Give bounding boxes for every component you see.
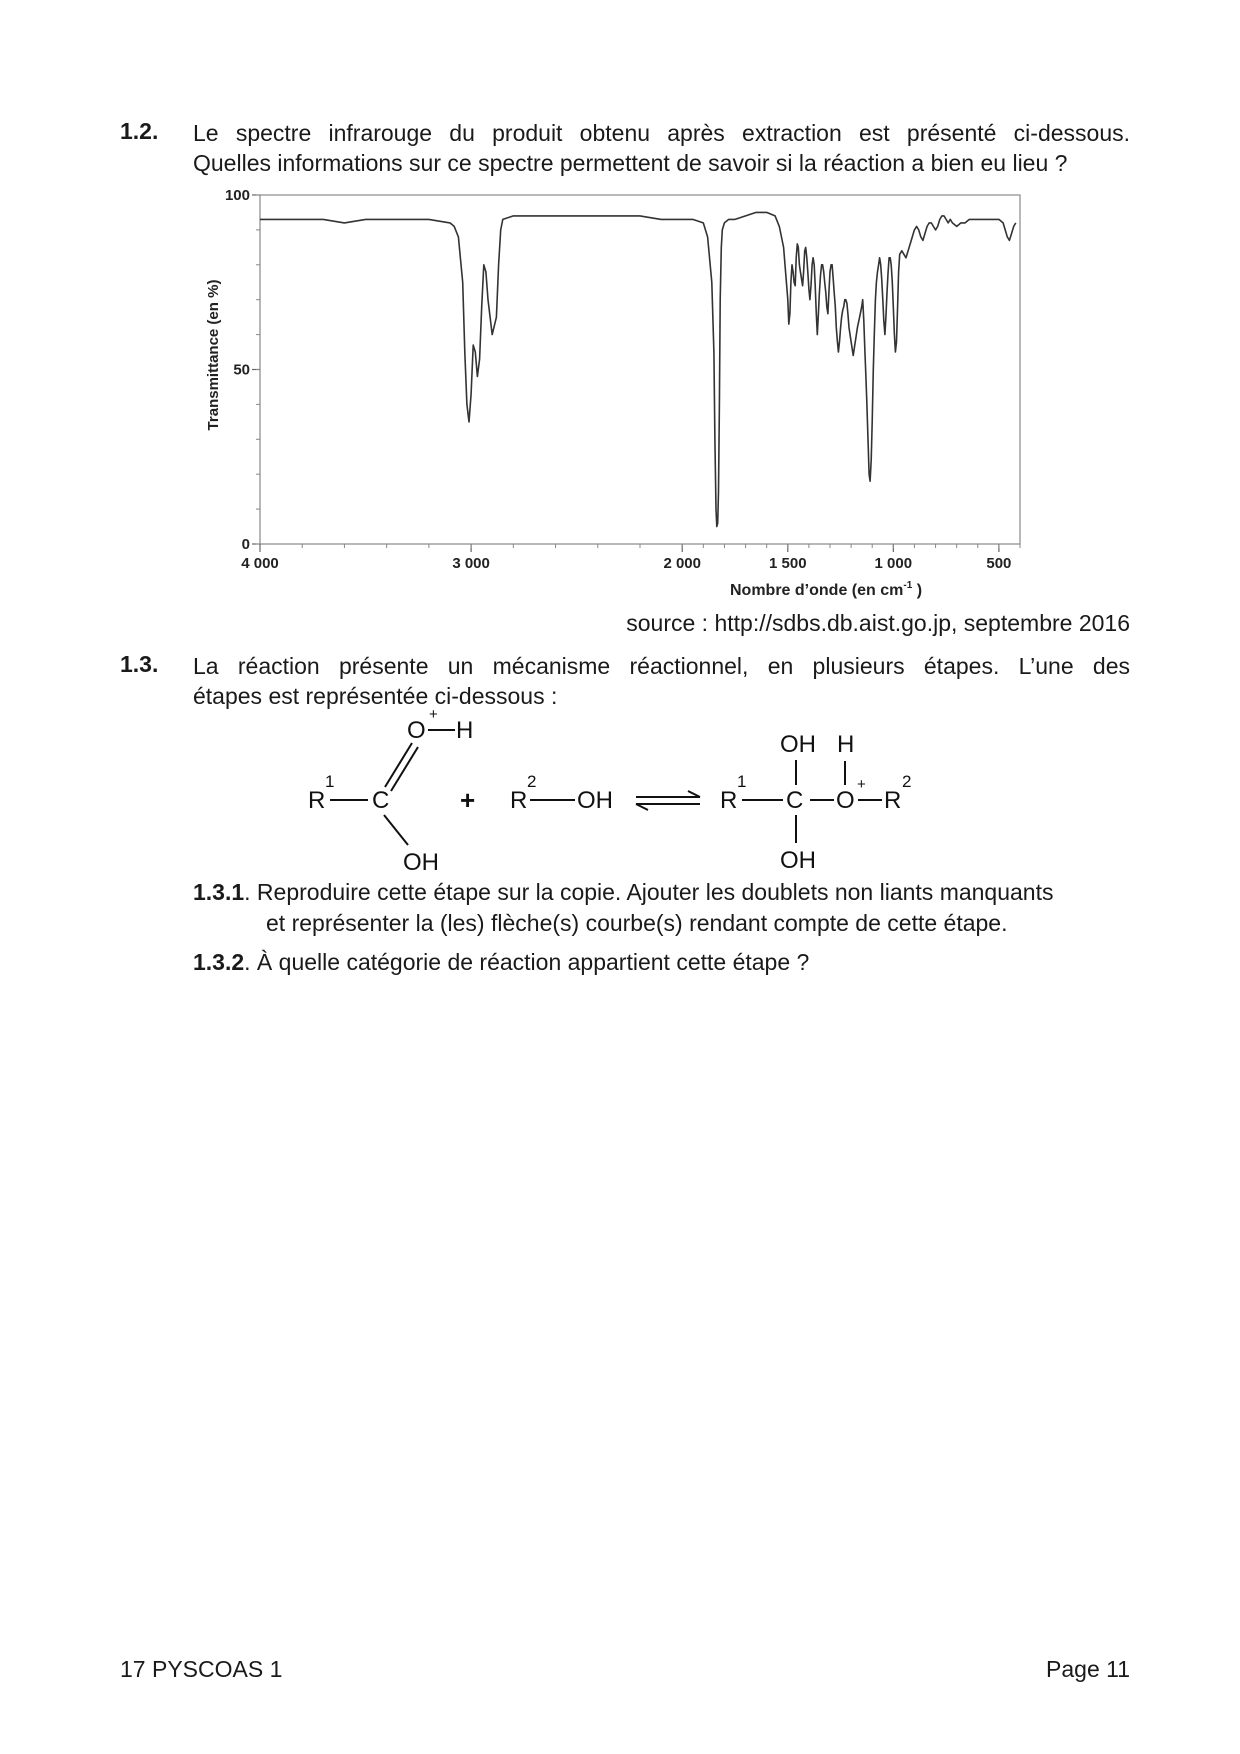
reactant1-r: R (308, 787, 326, 814)
x-axis-label-main: Nombre d’onde (en cm (730, 582, 904, 599)
question-number-1-3: 1.3. (120, 651, 159, 677)
question-1-3-line-1: La réaction présente un mécanisme réactionnel, en plusieurs étapes. L’une des (193, 653, 1130, 679)
x-tick-label-1000: 1 000 (874, 555, 913, 572)
reactant1-c: C (372, 787, 390, 814)
equilibrium-arrow (636, 791, 700, 810)
plot-area (260, 195, 1020, 544)
product-o: O (836, 787, 855, 814)
reaction-mechanism (290, 705, 970, 875)
question-1-3-1-line-1: . Reproduire cette étape sur la copie. Ajouter les doublets non liants manquants (244, 879, 1054, 905)
x-tick-label-2000: 2 000 (663, 555, 701, 572)
question-1-2-line-2: Quelles informations sur ce spectre permettent de savoir si la réaction a bien eu lieu ? (193, 150, 1068, 176)
question-1-2-line-1: Le spectre infrarouge du produit obtenu après extraction est présenté ci-dessous. (193, 120, 1130, 146)
y-tick-label-100: 100 (224, 187, 250, 204)
question-1-3-1-line-2: et représenter la (les) flèche(s) courbe(s) rendant compte de cette étape. (266, 910, 1008, 936)
footer-exam-code: 17 PYSCOAS 1 (120, 1656, 283, 1682)
x-tick-label-1500: 1 500 (769, 555, 807, 572)
question-number-1-3-1: 1.3.1 (193, 879, 245, 905)
reactant1-charge: + (429, 706, 438, 723)
product-oh-bottom: OH (780, 847, 816, 874)
reactant1-oh: OH (403, 849, 439, 875)
source-citation: source : http://sdbs.db.aist.go.jp, septembre 2016 (626, 610, 1130, 636)
product-h: H (837, 731, 855, 758)
question-text-1-2 (193, 118, 1130, 178)
reactant2-sup-2: 2 (527, 772, 537, 791)
product-sup-1: 1 (737, 772, 747, 791)
product-c: C (786, 787, 804, 814)
y-tick-label-50: 50 (233, 361, 250, 379)
x-axis-label-suffix: ) (912, 582, 923, 599)
y-tick-label-0: 0 (241, 536, 250, 553)
reactant1-o: O (407, 717, 426, 744)
question-1-3-2-text: . À quelle catégorie de réaction appartient cette étape ? (244, 949, 810, 975)
footer-page-number: Page 11 (1046, 1656, 1130, 1682)
bond-c-oh (384, 815, 408, 845)
product-r2: R (884, 787, 902, 814)
product-r1: R (720, 787, 738, 814)
question-1-3-2 (193, 947, 809, 978)
x-tick-label-4000: 4 000 (241, 555, 279, 572)
plus-sign: + (460, 785, 476, 815)
reactant2-oh: OH (577, 787, 613, 814)
y-axis-label: Transmittance (en %) (205, 279, 222, 431)
product-sup-2: 2 (902, 772, 912, 791)
question-1-3-1 (193, 877, 1054, 939)
product-charge: + (857, 776, 866, 793)
reactant2-r: R (510, 787, 528, 814)
question-1-3-line-2: étapes est représentée ci-dessous : (193, 683, 558, 709)
x-axis-label (730, 580, 922, 599)
reactant1-h: H (456, 717, 474, 744)
reactant1-sup-1: 1 (325, 772, 335, 791)
question-number-1-2: 1.2. (120, 118, 159, 144)
x-tick-label-3000: 3 000 (452, 555, 490, 572)
question-text-1-3 (193, 651, 1130, 711)
x-tick-label-500: 500 (986, 555, 1012, 572)
question-number-1-3-2: 1.3.2 (193, 949, 245, 975)
ir-spectrum-chart (190, 185, 1040, 605)
series-line-0 (260, 212, 1016, 526)
x-axis-label-exponent: -1 (903, 580, 913, 591)
product-oh-top: OH (780, 731, 816, 758)
